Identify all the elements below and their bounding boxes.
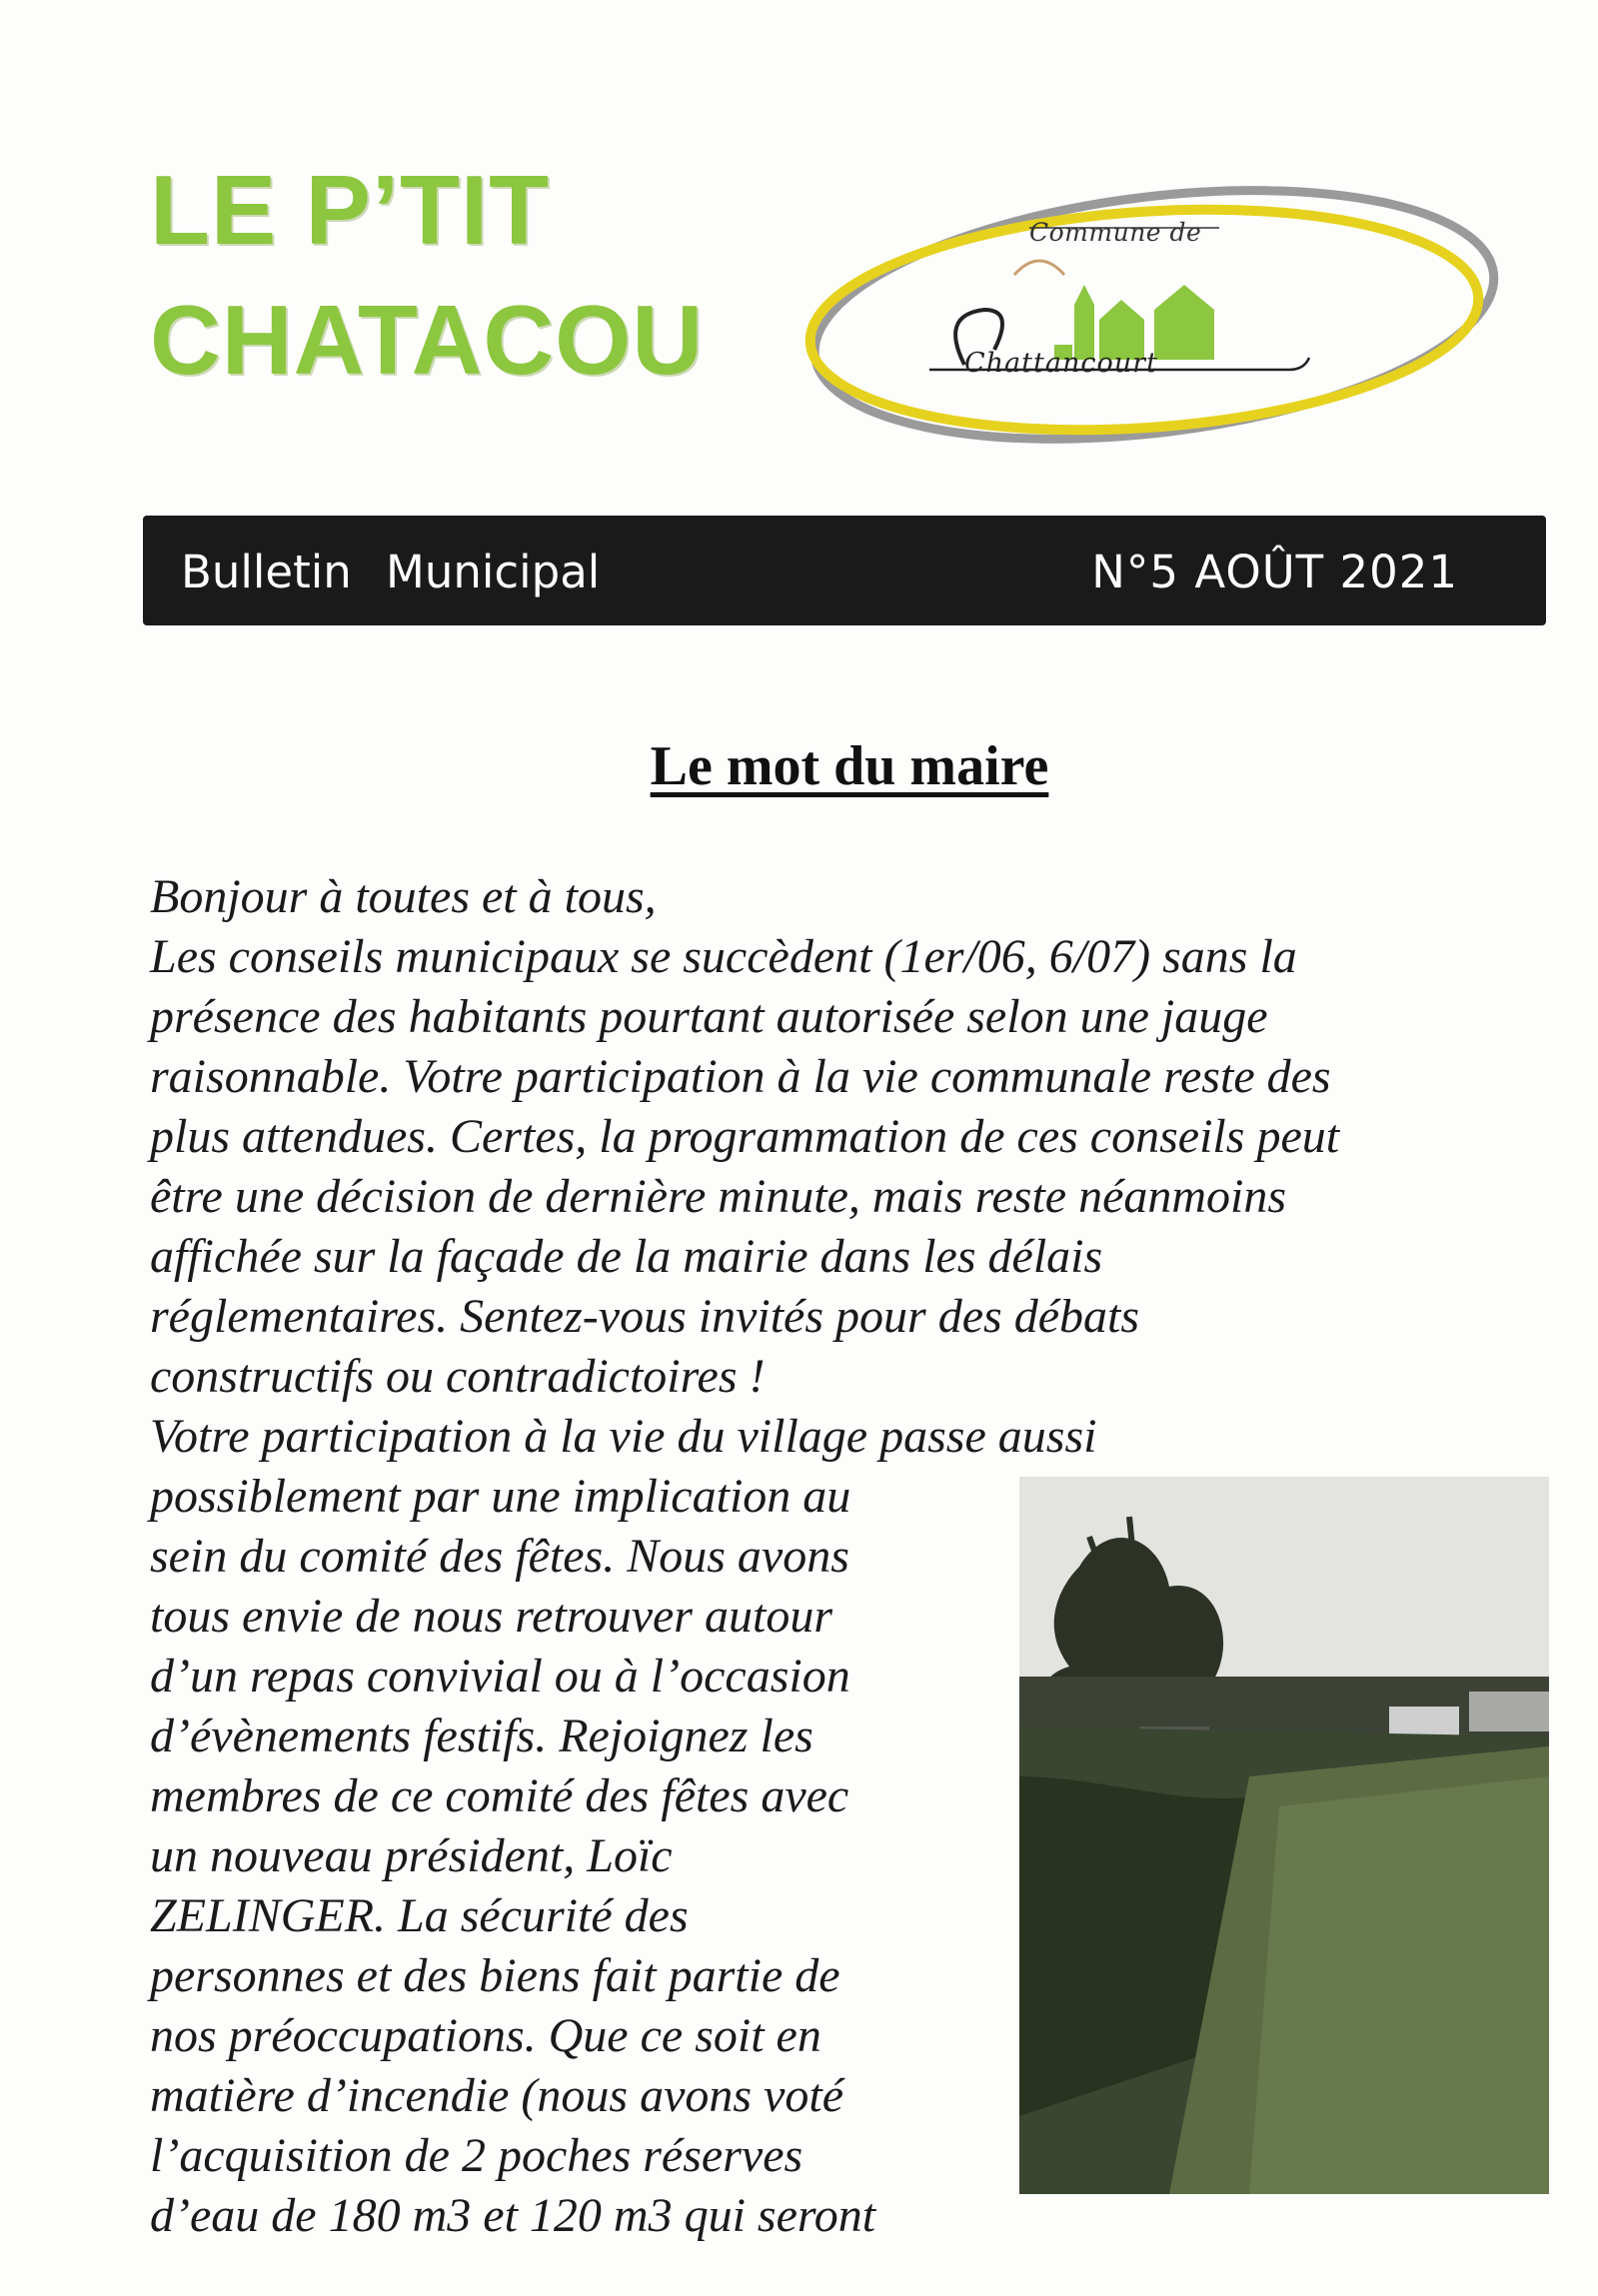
body-line: tous envie de nous retrouver autour (150, 1590, 832, 1643)
body-line: sein du comité des fêtes. Nous avons (150, 1530, 849, 1583)
issue-number: N°5 AOÛT 2021 (1091, 546, 1458, 598)
masthead-title-line2: CHATACOU (150, 285, 705, 395)
body-line: d’un repas convivial ou à l’occasion (150, 1650, 850, 1703)
body-line: possiblement par une implication au (150, 1470, 851, 1523)
body-line: un nouveau président, Loïc (150, 1829, 673, 1882)
village-photo (1019, 1477, 1549, 2194)
body-line: ZELINGER. La sécurité des (150, 1889, 689, 1942)
body-line: l’acquisition de 2 poches réserves (150, 2129, 803, 2182)
body-line: personnes et des biens fait partie de (150, 1949, 840, 2002)
body-line: Les conseils municipaux se succèdent (1er/06, 6/07) sans la (150, 930, 1297, 983)
bulletin-banner (143, 516, 1546, 625)
body-line: raisonnable. Votre participation à la vie communale reste des (150, 1050, 1331, 1103)
masthead-title-line1: LE P’TIT (150, 155, 550, 265)
body-line: d’eau de 180 m3 et 120 m3 qui seront (150, 2189, 876, 2242)
body-line: constructifs ou contradictoires ! (150, 1350, 766, 1403)
body-line: présence des habitants pourtant autorisée selon une jauge (150, 990, 1268, 1043)
body-line: d’évènements festifs. Rejoignez les (150, 1710, 813, 1762)
logo-top-text: Commune de (1029, 218, 1202, 247)
body-line: affichée sur la façade de la mairie dans les délais (150, 1230, 1103, 1283)
section-heading: Le mot du maire (650, 735, 1049, 797)
logo-main-text: Chattancourt (964, 348, 1158, 379)
body-line: être une décision de dernière minute, mais reste néanmoins (150, 1170, 1287, 1223)
body-line: Bonjour à toutes et à tous, (150, 870, 657, 923)
body-line: plus attendues. Certes, la programmation de ces conseils peut (150, 1110, 1340, 1163)
body-line: membres de ce comité des fêtes avec (150, 1769, 849, 1822)
body-line: nos préoccupations. Que ce soit en (150, 2009, 821, 2062)
body-line: Votre participation à la vie du village passe aussi (150, 1410, 1097, 1463)
body-line: réglementaires. Sentez-vous invités pour des débats (150, 1290, 1140, 1343)
body-line: matière d’incendie (nous avons voté (150, 2069, 844, 2122)
banner-title: Bulletin Municipal (181, 546, 601, 598)
commune-logo (799, 160, 1509, 470)
